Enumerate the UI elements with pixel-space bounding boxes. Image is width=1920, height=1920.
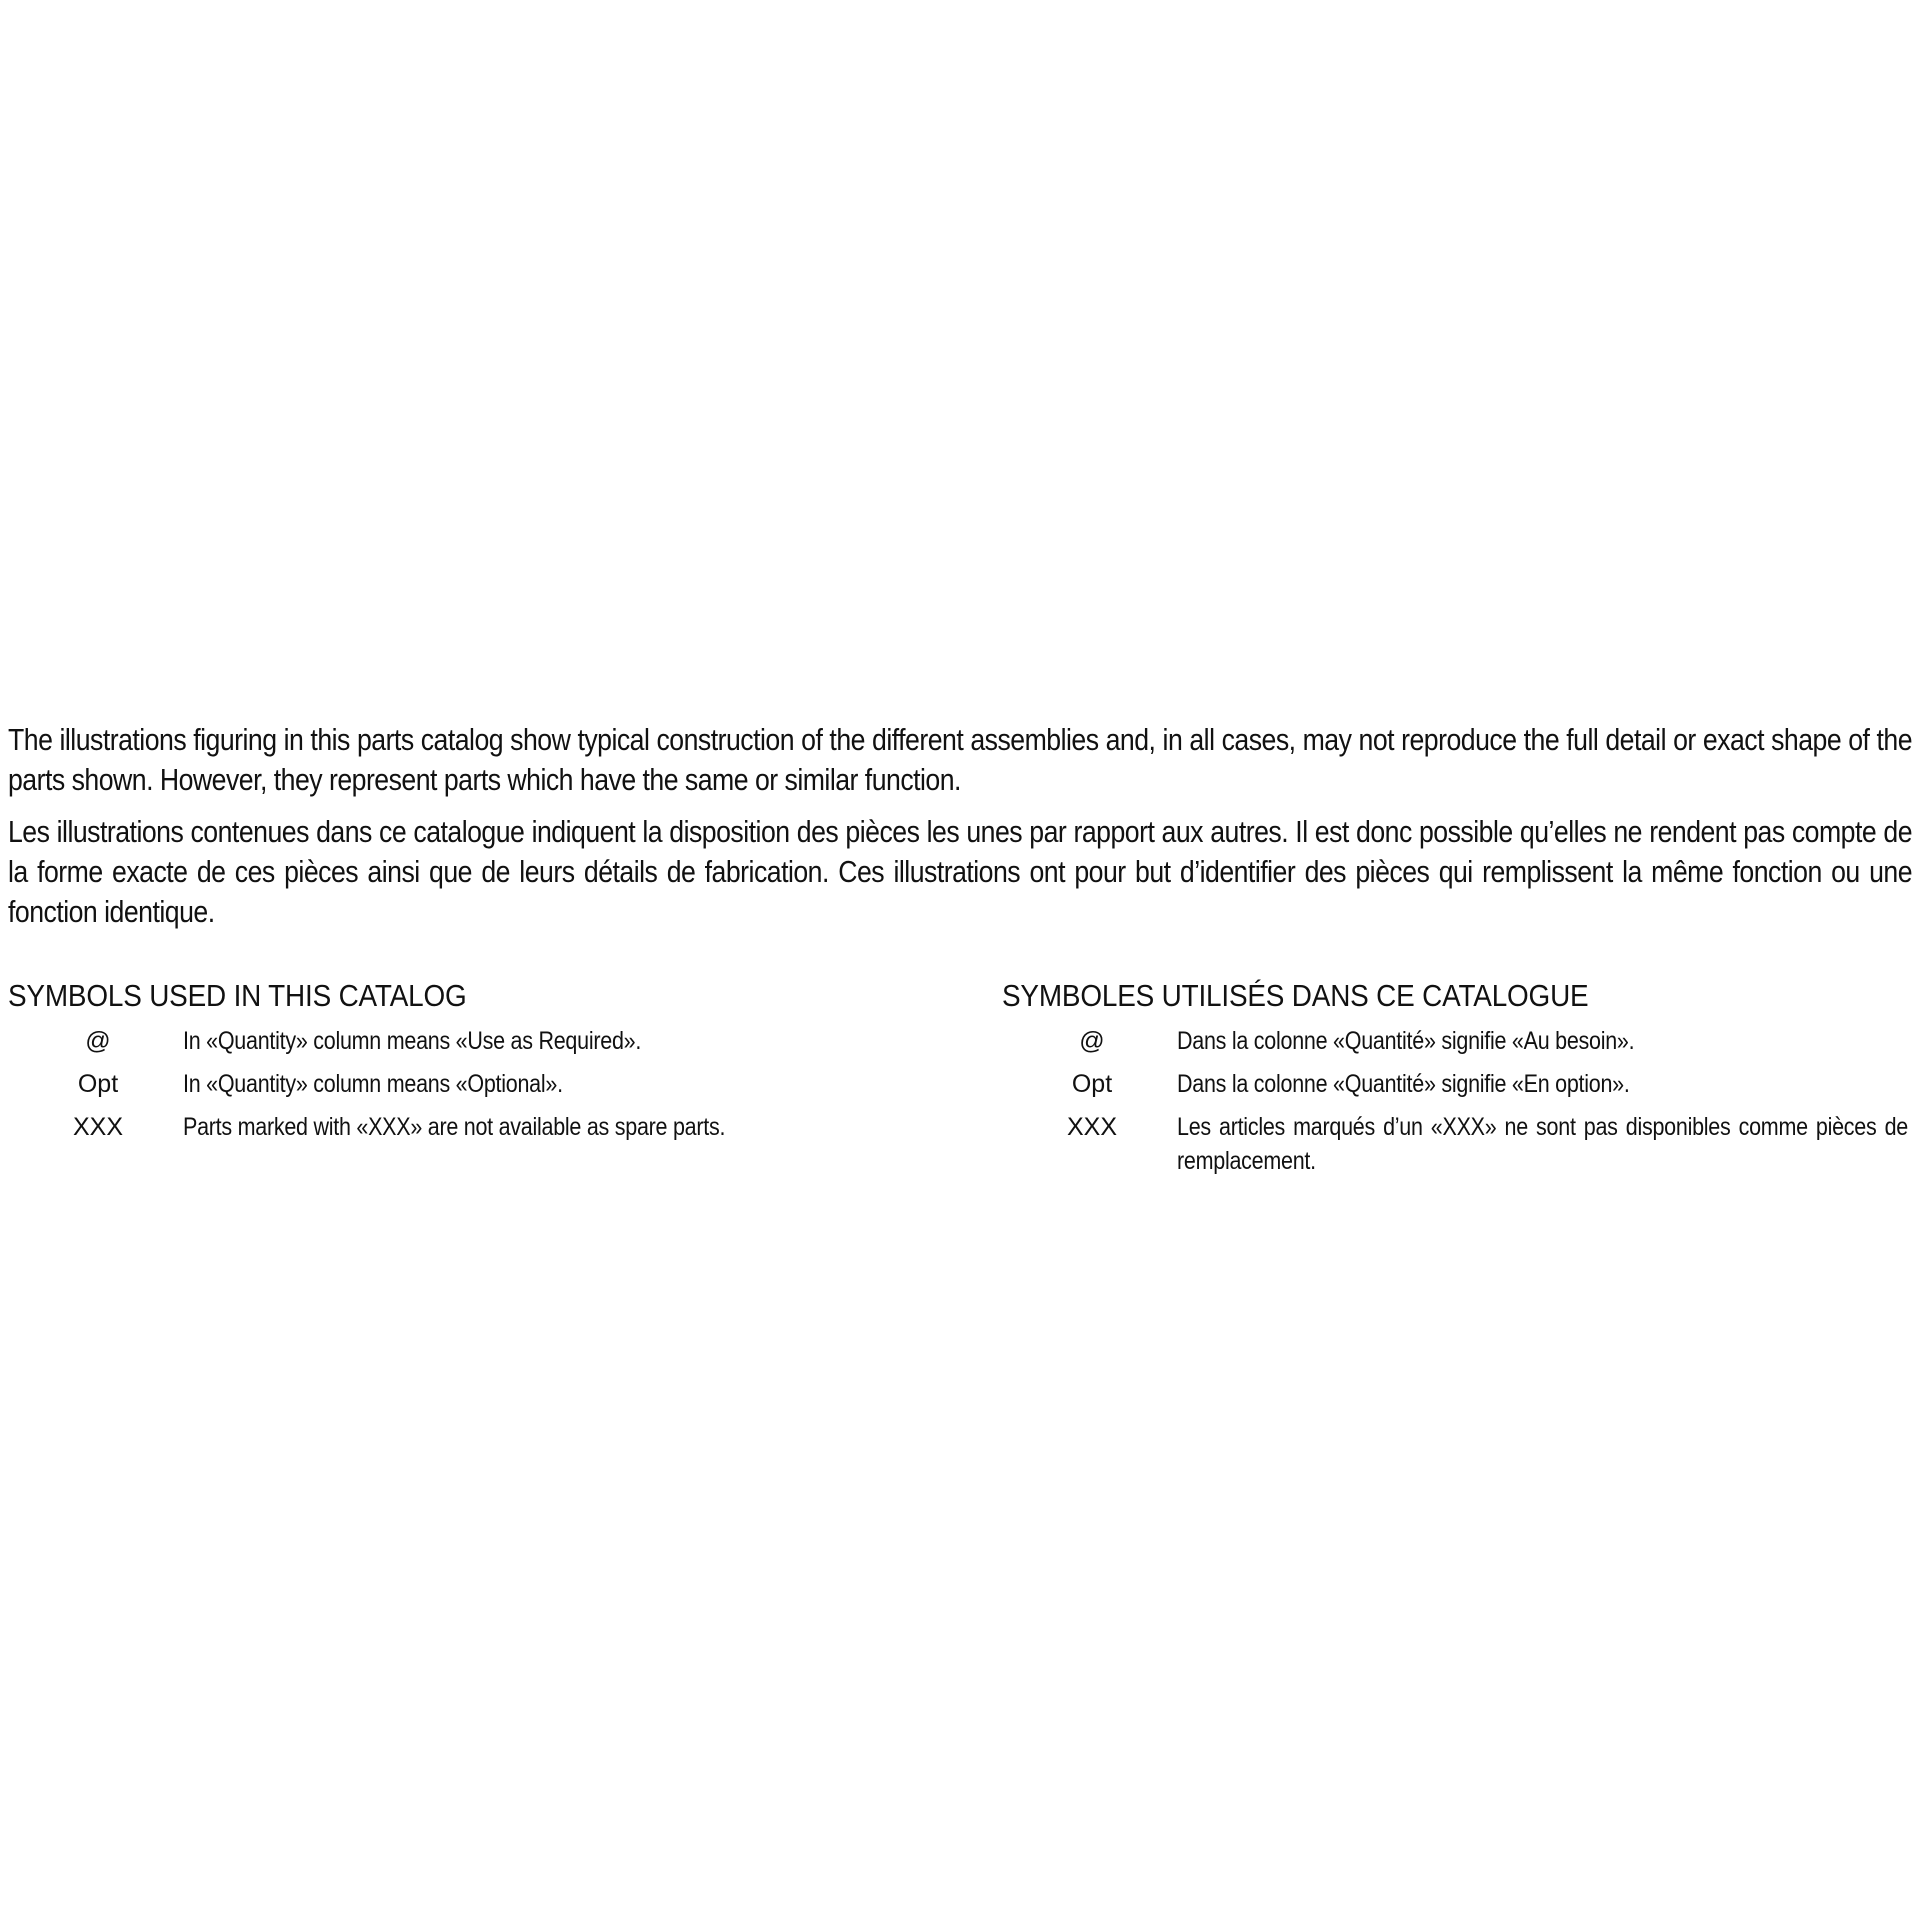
symbol-row — [8, 1067, 908, 1101]
symbol-code: XXX — [1066, 1113, 1118, 1141]
symbol-description: Dans la colonne «Quantité» signifie «Au besoin». — [1177, 1027, 1635, 1055]
intro-paragraph-french: Les illustrations contenues dans ce catalogue indiquent la disposition des pièces les unes par rapport aux autres. Il est donc possible qu’elles ne rendent pas compte de la forme exacte de ces pièces ainsi que de leurs détails de fabrication. Ces illustrations ont pour but d’identifier des pièces qui remplissent la même fonction ou une fonction identique. — [8, 814, 1913, 929]
symbol-row — [1002, 1067, 1912, 1101]
symbol-code: Opt — [77, 1070, 119, 1098]
catalog-notice-page — [8, 720, 1912, 1187]
symbols-section — [8, 976, 1912, 1187]
symbols-french-column — [1002, 976, 1912, 1187]
symbol-code: XXX — [72, 1113, 124, 1141]
symbols-english-column — [8, 976, 908, 1187]
symbol-description: In «Quantity» column means «Use as Required». — [183, 1027, 642, 1055]
symbol-row — [8, 1110, 908, 1144]
symbol-description: Dans la colonne «Quantité» signifie «En option». — [1177, 1070, 1630, 1098]
symbol-description: Parts marked with «XXX» are not available as spare parts. — [183, 1113, 726, 1141]
symbol-code: @ — [1079, 1027, 1105, 1055]
symbol-description: Les articles marqués d’un «XXX» ne sont pas disponibles comme pièces de remplacement. — [1177, 1113, 1908, 1175]
symbol-description: In «Quantity» column means «Optional». — [183, 1070, 563, 1098]
symbols-french-heading: SYMBOLES UTILISÉS DANS CE CATALOGUE — [1002, 978, 1589, 1013]
symbol-code: Opt — [1071, 1070, 1113, 1098]
intro-paragraph-english: The illustrations figuring in this parts catalog show typical construction of the different assemblies and, in all cases, may not reproduce the full detail or exact shape of the parts shown. However, they represent parts which have the same or similar function. — [8, 722, 1913, 797]
symbol-row — [8, 1024, 908, 1058]
symbols-english-heading: SYMBOLS USED IN THIS CATALOG — [8, 978, 467, 1013]
symbol-row — [1002, 1024, 1912, 1058]
symbol-row — [1002, 1110, 1912, 1178]
symbol-code: @ — [85, 1027, 111, 1055]
